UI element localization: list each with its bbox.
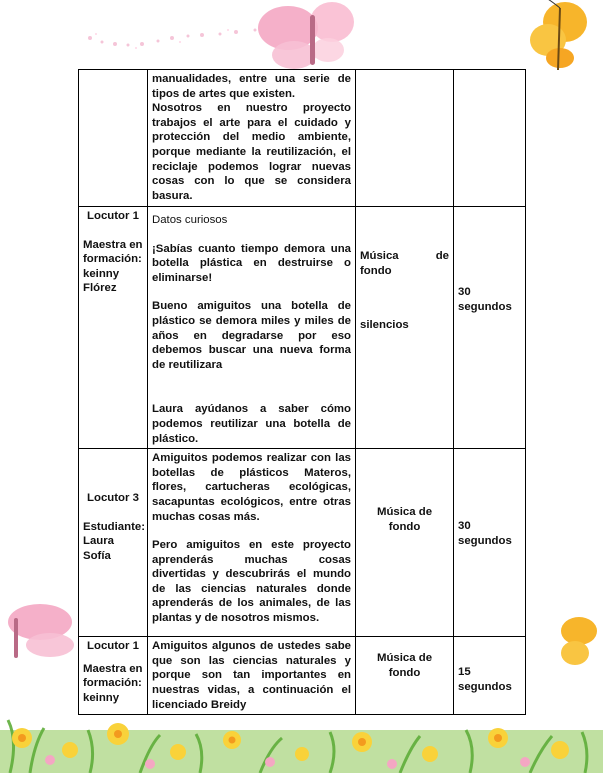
pink-butterfly-icon [0, 600, 90, 670]
time-cell [454, 449, 526, 637]
content-paragraph: ¡Sabías cuanto tiempo demora una botella plástica en destruirse o eliminarse! [152, 242, 351, 284]
pink-butterfly-icon [250, 0, 360, 75]
audio-cell [356, 207, 454, 449]
speaker-role: Maestra en formación: keinny [83, 662, 143, 704]
content-cell [148, 70, 356, 207]
content-paragraph: Pero amiguitos en este proyecto aprenderás muchas cosas divertidas y descubrirás el mundo de las ciencias naturales donde aprenderás de los animales, de las plantas y de nosotros mismos. [152, 539, 351, 625]
content-paragraph: Amiguitos podemos realizar con las botellas de plásticos Materos, flores, cartucheras ecológicas, sacapuntas ecológicos, entre otras muchas cosas más. [152, 452, 351, 523]
audio-cell [356, 637, 454, 715]
audio-cell [356, 70, 454, 207]
time-label: 30 segundos [458, 286, 512, 313]
script-table [78, 69, 526, 715]
time-cell [454, 637, 526, 715]
table-row [79, 207, 526, 449]
content-paragraph: Datos curiosos [152, 214, 228, 226]
speaker-cell [79, 70, 148, 207]
content-paragraph: Nosotros en nuestro proyecto trabajos el arte para el cuidado y protección del medio ambiente, porque mediante la reutilización, el reciclaje podemos lograr nuevas cosas con lo que se considera basura. [152, 102, 351, 202]
time-label: 15 segundos [458, 666, 512, 693]
table-row [79, 70, 526, 207]
speaker-cell [79, 207, 148, 449]
audio-label: silencios [360, 319, 409, 332]
orange-butterfly-icon [555, 615, 603, 670]
speaker-role: Estudiante: Laura Sofía [83, 520, 146, 562]
content-paragraph: Bueno amiguitos una botella de plástico se demora miles y miles de años en degradarse por eso debemos buscar una nueva forma de reutilizara [152, 300, 351, 371]
content-paragraph: manualidades, entre una serie de tipos de artes que existen. [152, 73, 351, 100]
content-cell [148, 637, 356, 715]
content-cell [148, 449, 356, 637]
table-row [79, 637, 526, 715]
orange-butterfly-icon [520, 0, 603, 75]
content-cell [148, 207, 356, 449]
audio-label: Música de fondo [376, 506, 433, 533]
speaker-label: Locutor 3 [87, 492, 139, 505]
time-cell [454, 70, 526, 207]
time-label: 30 segundos [458, 520, 512, 547]
content-paragraph: Amiguitos algunos de ustedes sabe que son las ciencias naturales y porque son tan importantes en nuestras vidas, a continuación el licenciado Breidy [152, 640, 351, 711]
audio-cell [356, 449, 454, 637]
speaker-label: Locutor 1 [87, 640, 139, 653]
content-paragraph: Laura ayúdanos a saber cómo podemos reutilizar una botella de plástico. [152, 403, 351, 445]
table-row [79, 449, 526, 637]
audio-label: Música de fondo [360, 250, 449, 277]
time-cell [454, 207, 526, 449]
speaker-label: Locutor 1 [87, 210, 139, 222]
audio-label: Música de fondo [376, 652, 433, 679]
speaker-cell [79, 637, 148, 715]
speaker-role: Maestra en formación: keinny Flórez [83, 238, 143, 295]
speaker-cell [79, 449, 148, 637]
